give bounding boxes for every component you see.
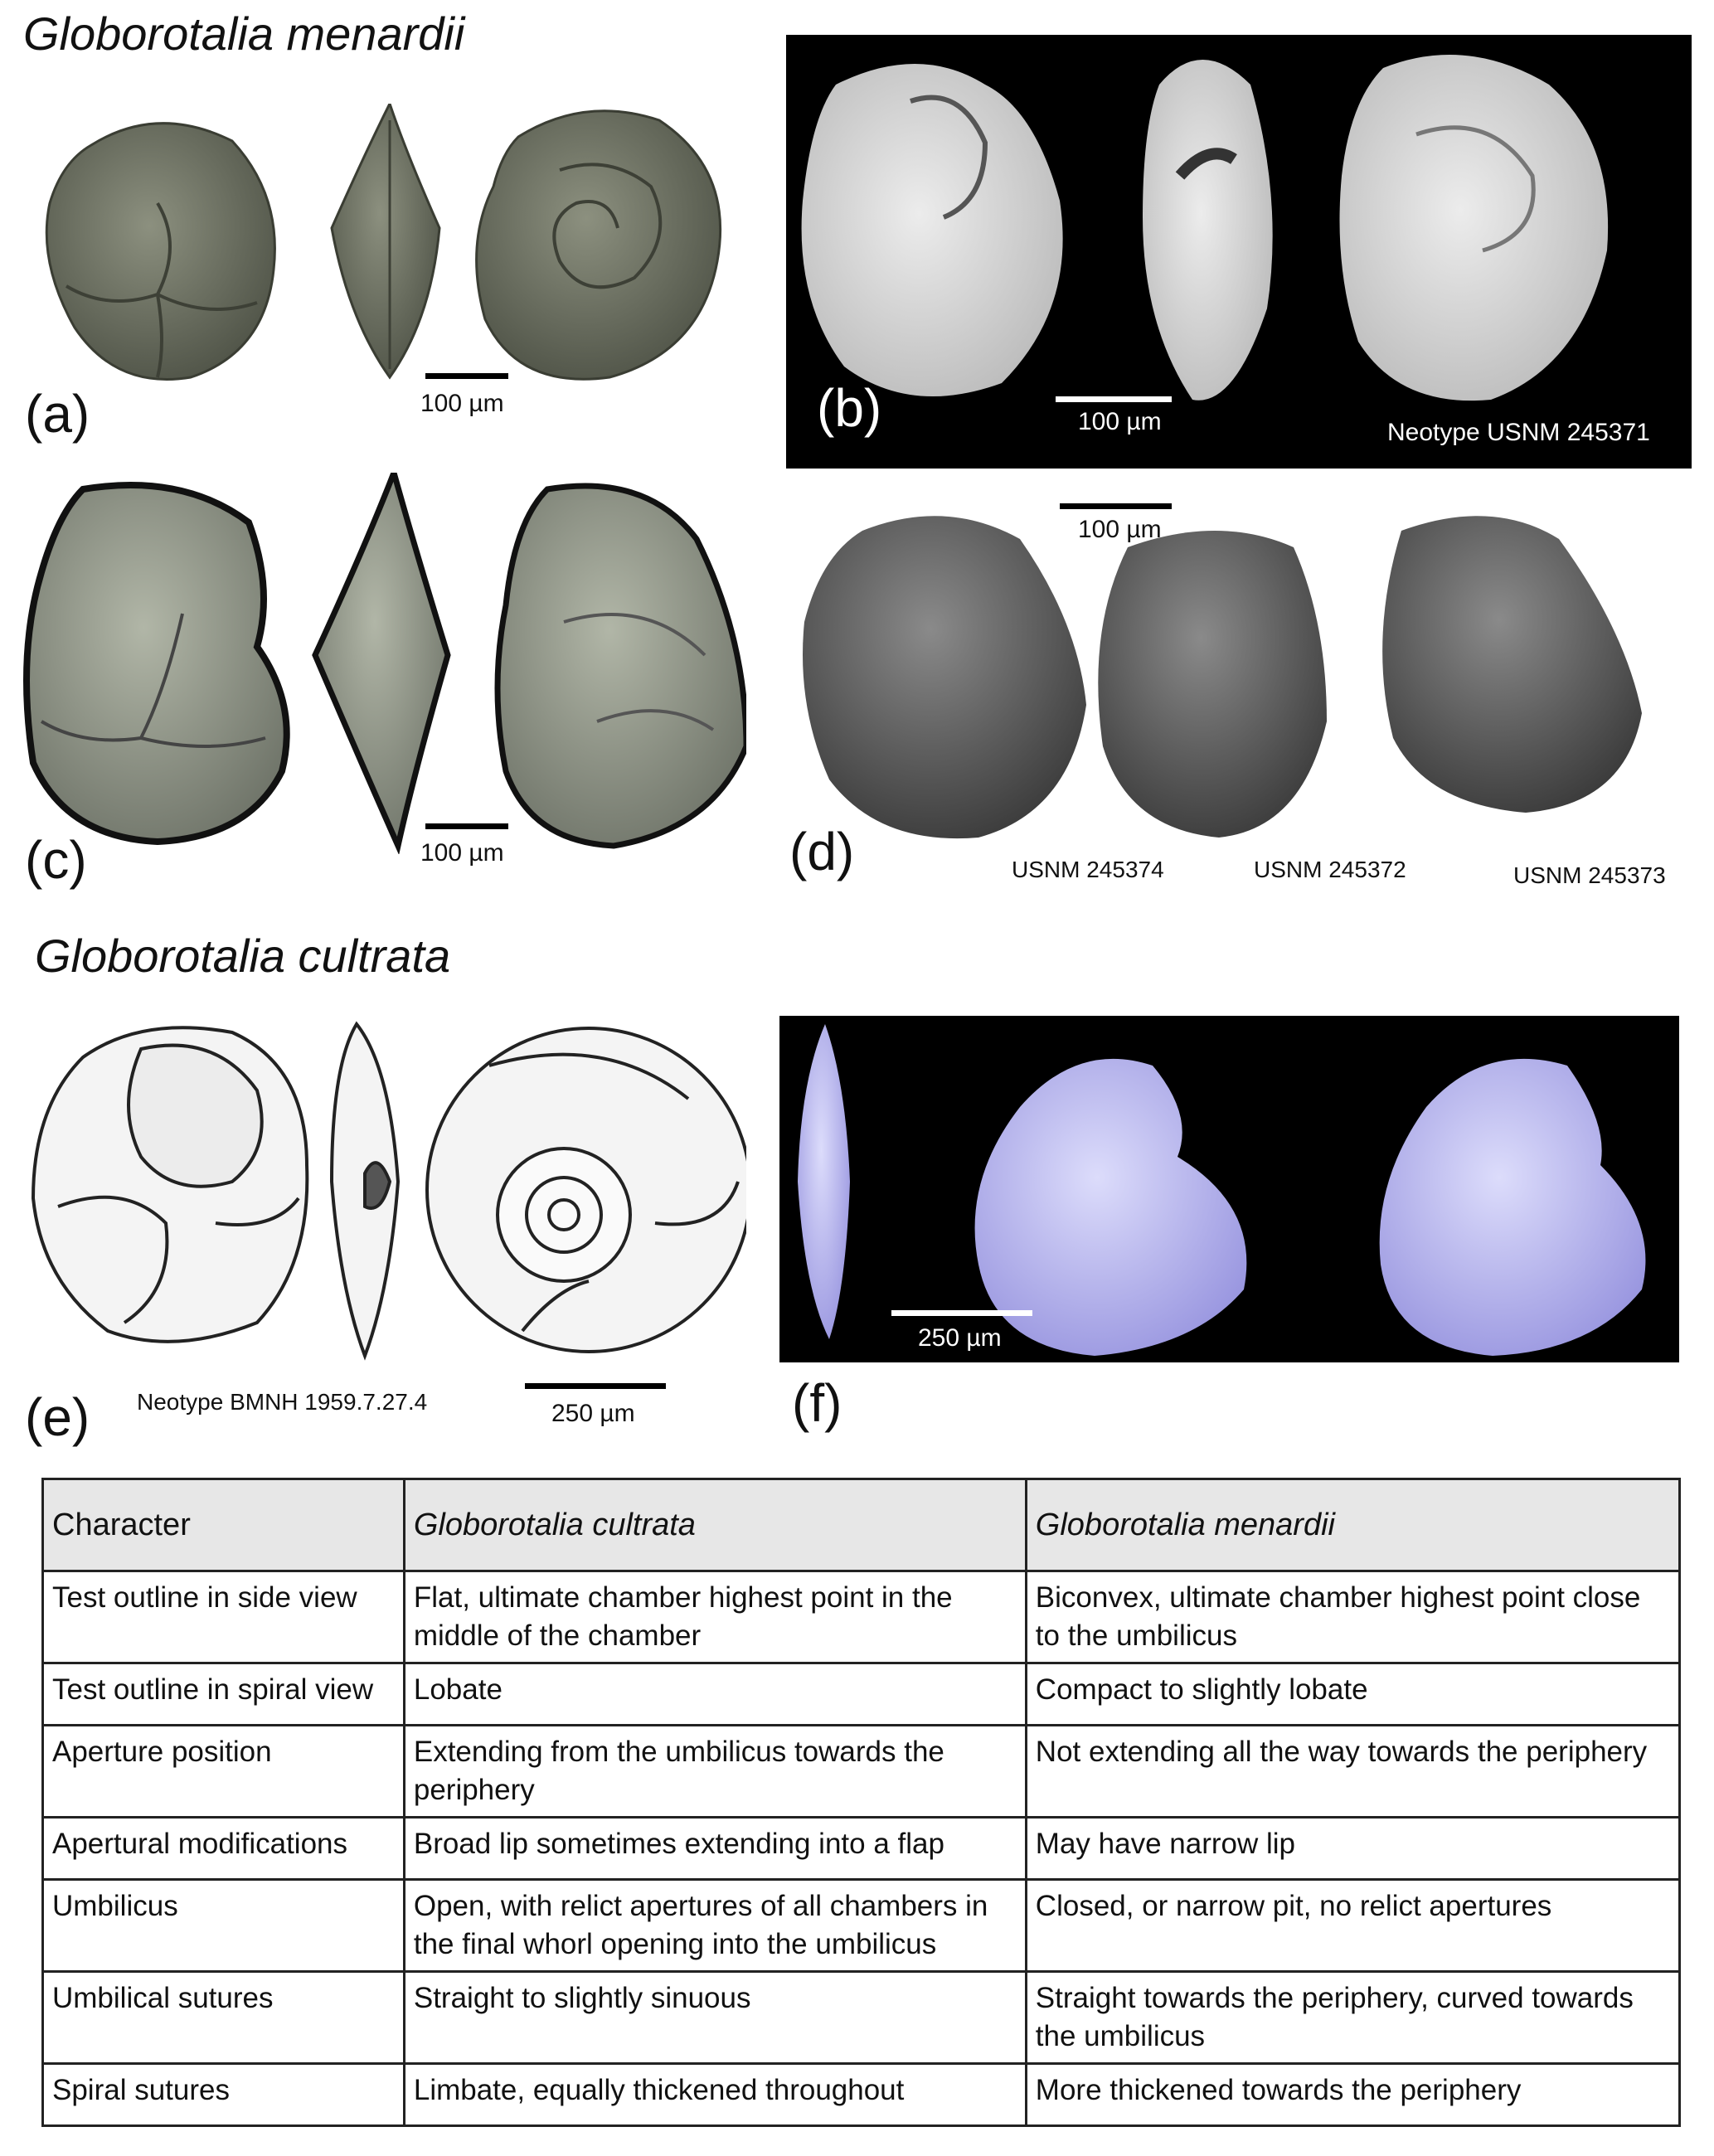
- table-cell-cultrata: Flat, ultimate chamber highest point in the middle of the chamber: [404, 1571, 1026, 1663]
- table-cell-menardii: May have narrow lip: [1026, 1818, 1679, 1880]
- panel-a-image-spiral: [469, 104, 750, 390]
- table-header-row: [43, 1479, 1680, 1571]
- table-row: [43, 1571, 1680, 1663]
- panel-d-specimen-3: USNM 245373: [1513, 862, 1666, 888]
- panel-c-scale-label: 100 µm: [420, 839, 504, 867]
- table-cell-character: Umbilicus: [43, 1880, 405, 1972]
- panel-e-scale-label: 250 µm: [551, 1400, 635, 1427]
- panel-d-scale-label: 100 µm: [1078, 516, 1162, 543]
- panel-f-scale-label: 250 µm: [918, 1324, 1002, 1352]
- table-row: [43, 1726, 1680, 1818]
- panel-d-label: (d): [789, 822, 855, 881]
- specimen-umbilical-view: [46, 124, 274, 380]
- table-cell-menardii: Straight towards the periphery, curved towards the umbilicus: [1026, 1972, 1679, 2064]
- table-cell-cultrata: Extending from the umbilicus towards the periphery: [404, 1726, 1026, 1818]
- panel-e-label: (e): [25, 1387, 90, 1447]
- panel-d-image: [796, 498, 1675, 846]
- table-row: [43, 1663, 1680, 1726]
- panel-b-image: [786, 35, 1692, 469]
- species-title-cultrata: Globorotalia cultrata: [35, 930, 451, 982]
- table-header-menardii: Globorotalia menardii: [1026, 1479, 1679, 1571]
- table-row: [43, 1972, 1680, 2064]
- table-row: [43, 2064, 1680, 2126]
- table-header-character: Character: [43, 1479, 405, 1571]
- specimen-side-view: [332, 104, 439, 377]
- panel-d-specimen-2: USNM 245372: [1254, 857, 1406, 882]
- panel-b-scalebar: [1056, 396, 1172, 402]
- table-header-cultrata: Globorotalia cultrata: [404, 1479, 1026, 1571]
- panel-a-scalebar: [425, 373, 508, 379]
- table-cell-menardii: Biconvex, ultimate chamber highest point close to the umbilicus: [1026, 1571, 1679, 1663]
- table-cell-character: Umbilical sutures: [43, 1972, 405, 2064]
- table-cell-cultrata: Limbate, equally thickened throughout: [404, 2064, 1026, 2126]
- panel-c-scalebar: [425, 823, 508, 829]
- table-cell-character: Apertural modifications: [43, 1818, 405, 1880]
- table-cell-menardii: Compact to slightly lobate: [1026, 1663, 1679, 1726]
- table-cell-menardii: More thickened towards the periphery: [1026, 2064, 1679, 2126]
- panel-e-image: [25, 1016, 746, 1364]
- panel-c-image: [17, 473, 746, 854]
- table-cell-character: Aperture position: [43, 1726, 405, 1818]
- panel-b-caption: Neotype USNM 245371: [1387, 419, 1650, 446]
- table-cell-character: Test outline in spiral view: [43, 1663, 405, 1726]
- panel-f-scalebar: [891, 1310, 1032, 1316]
- table-cell-cultrata: Lobate: [404, 1663, 1026, 1726]
- panel-b-scale-label: 100 µm: [1078, 408, 1162, 435]
- panel-e-scalebar: [525, 1383, 666, 1389]
- table-cell-character: Spiral sutures: [43, 2064, 405, 2126]
- panel-b-label: (b): [817, 378, 882, 438]
- panel-c-label: (c): [25, 830, 87, 890]
- panel-e-caption: Neotype BMNH 1959.7.27.4: [137, 1389, 428, 1415]
- panel-d-specimen-1: USNM 245374: [1012, 857, 1164, 882]
- table-row: [43, 1818, 1680, 1880]
- table-cell-menardii: Closed, or narrow pit, no relict apertures: [1026, 1880, 1679, 1972]
- panel-a-image: [33, 104, 514, 402]
- panel-a-scale-label: 100 µm: [420, 390, 504, 417]
- table-cell-character: Test outline in side view: [43, 1571, 405, 1663]
- panel-a-label: (a): [25, 384, 90, 444]
- table-row: [43, 1880, 1680, 1972]
- table-cell-cultrata: Straight to slightly sinuous: [404, 1972, 1026, 2064]
- table-cell-menardii: Not extending all the way towards the periphery: [1026, 1726, 1679, 1818]
- species-title-menardii: Globorotalia menardii: [23, 7, 465, 60]
- table-cell-cultrata: Open, with relict apertures of all chambers in the final whorl opening into the umbilicus: [404, 1880, 1026, 1972]
- character-comparison-table: [41, 1478, 1681, 2127]
- table-cell-cultrata: Broad lip sometimes extending into a flap: [404, 1818, 1026, 1880]
- panel-f-label: (f): [792, 1373, 842, 1433]
- panel-d-scalebar: [1060, 503, 1172, 509]
